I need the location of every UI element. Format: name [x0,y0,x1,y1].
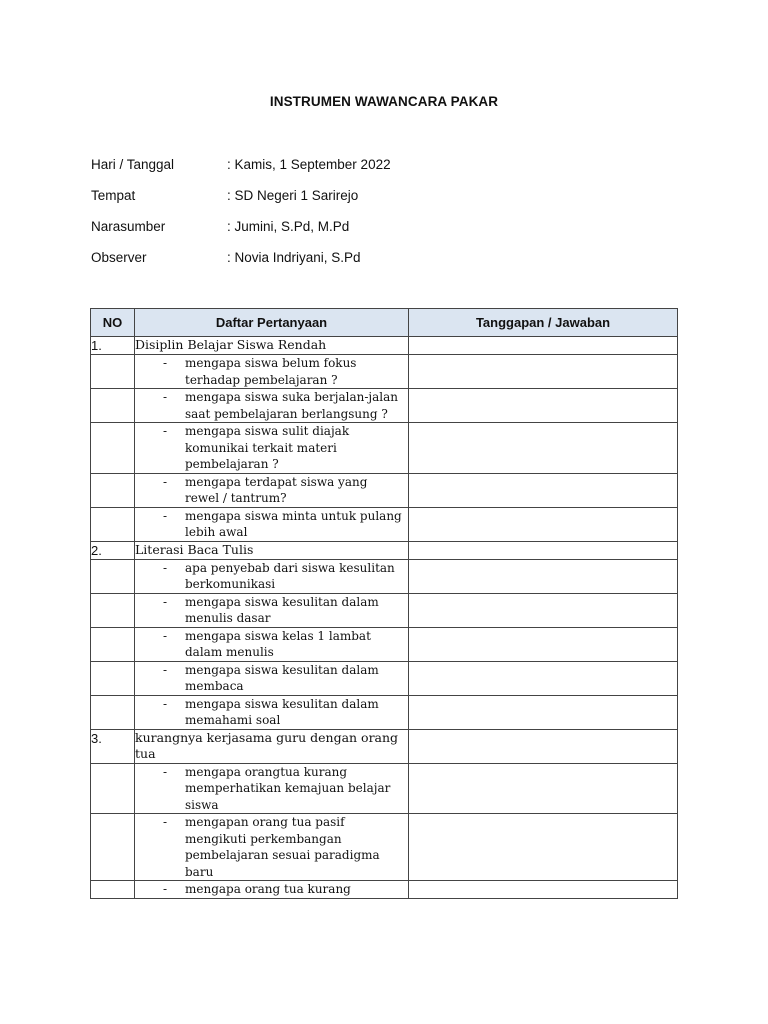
empty-number-cell [91,507,135,541]
info-value: : Novia Indriyani, S.Pd [227,250,361,265]
bullet-dash: - [163,508,168,523]
answer-cell [409,695,678,729]
bullet-dash: - [163,424,168,438]
empty-number-cell [91,389,135,423]
header-answers: Tanggapan / Jawaban [409,309,678,337]
answer-cell [409,337,678,355]
empty-number-cell [91,627,135,661]
table-row [91,337,678,355]
info-value: : SD Negeri 1 Sarirejo [227,188,359,203]
document-title: INSTRUMEN WAWANCARA PAKAR [269,94,499,109]
bullet-dash: - [163,662,168,677]
question-text: mengapa orangtua kurang memperhatikan kemajuan belajar siswa [185,764,391,812]
question-text: mengapa siswa kesulitan dalam menulis dasar [185,594,379,625]
question-cell [135,507,409,541]
question-cell [135,627,409,661]
bullet-dash: - [163,356,168,370]
empty-number-cell [91,695,135,729]
empty-number-cell [91,661,135,695]
answer-cell [409,507,678,541]
row-number: 1. [91,337,135,355]
empty-number-cell [91,814,135,881]
table-row [91,661,678,695]
bullet-dash: - [163,474,168,489]
table-row [91,389,678,423]
question-cell [135,355,409,389]
answer-cell [409,423,678,474]
bullet-dash: - [163,560,168,575]
question-cell [135,763,409,814]
empty-number-cell [91,559,135,593]
question-text: mengapa siswa sulit diajak komunikai terkait materi pembelajaran ? [185,424,350,471]
bullet-dash: - [163,882,168,896]
question-text: mengapa siswa kelas 1 lambat dalam menulis [185,628,371,659]
table-row [91,507,678,541]
question-cell [135,423,409,474]
table-row [91,729,678,763]
empty-number-cell [91,355,135,389]
question-text: mengapa siswa belum fokus terhadap pembelajaran ? [185,356,357,387]
question-table [90,308,678,899]
table-row [91,355,678,389]
bullet-dash: - [163,594,168,609]
topic-cell: kurangnya kerjasama guru dengan orang tua [135,729,409,763]
table-row [91,814,678,881]
info-label: Hari / Tanggal [91,157,175,172]
table-row [91,541,678,559]
empty-number-cell [91,763,135,814]
bullet-dash: - [163,696,168,711]
info-value: : Kamis, 1 September 2022 [227,157,391,172]
table-row [91,627,678,661]
info-row-place [91,187,691,218]
info-block [91,156,691,280]
table-row [91,423,678,474]
bullet-dash: - [163,815,168,829]
question-cell [135,473,409,507]
question-cell [135,881,409,899]
table-row [91,593,678,627]
answer-cell [409,814,678,881]
table-row [91,695,678,729]
header-questions: Daftar Pertanyaan [135,309,409,337]
question-text: mengapa siswa kesulitan dalam memahami soal [185,696,379,727]
empty-number-cell [91,473,135,507]
empty-number-cell [91,881,135,899]
answer-cell [409,389,678,423]
topic-cell: Disiplin Belajar Siswa Rendah [135,337,409,355]
bullet-dash: - [163,764,168,779]
info-row-observer [91,249,691,280]
question-cell [135,695,409,729]
bullet-dash: - [163,390,168,404]
answer-cell [409,355,678,389]
header-no: NO [91,309,135,337]
info-row-source [91,218,691,249]
question-text: mengapa siswa minta untuk pulang lebih awal [185,508,402,539]
answer-cell [409,763,678,814]
question-text: mengapa siswa kesulitan dalam membaca [185,662,379,693]
question-text: mengapa terdapat siswa yang rewel / tantrum? [185,474,368,505]
table-row [91,763,678,814]
table-row [91,473,678,507]
table-row [91,559,678,593]
row-number: 2. [91,541,135,559]
question-cell [135,559,409,593]
question-text: mengapan orang tua pasif mengikuti perkembangan pembelajaran sesuai paradigma baru [185,815,380,879]
topic-cell: Literasi Baca Tulis [135,541,409,559]
question-cell [135,389,409,423]
answer-cell [409,541,678,559]
question-cell [135,593,409,627]
empty-number-cell [91,423,135,474]
row-number: 3. [91,729,135,763]
answer-cell [409,473,678,507]
table-row [91,881,678,899]
answer-cell [409,661,678,695]
question-text: mengapa orang tua kurang [185,882,351,896]
info-row-date [91,156,691,187]
info-label: Observer [91,250,147,265]
empty-number-cell [91,593,135,627]
answer-cell [409,729,678,763]
info-label: Tempat [91,188,136,203]
answer-cell [409,559,678,593]
table-header-row [91,309,678,337]
question-text: mengapa siswa suka berjalan-jalan saat pembelajaran berlangsung ? [185,390,398,421]
question-cell [135,814,409,881]
question-text: apa penyebab dari siswa kesulitan berkomunikasi [185,560,395,591]
answer-cell [409,593,678,627]
bullet-dash: - [163,628,168,643]
info-value: : Jumini, S.Pd, M.Pd [227,219,350,234]
table-body [91,337,678,899]
answer-cell [409,881,678,899]
answer-cell [409,627,678,661]
question-cell [135,661,409,695]
info-label: Narasumber [91,219,166,234]
